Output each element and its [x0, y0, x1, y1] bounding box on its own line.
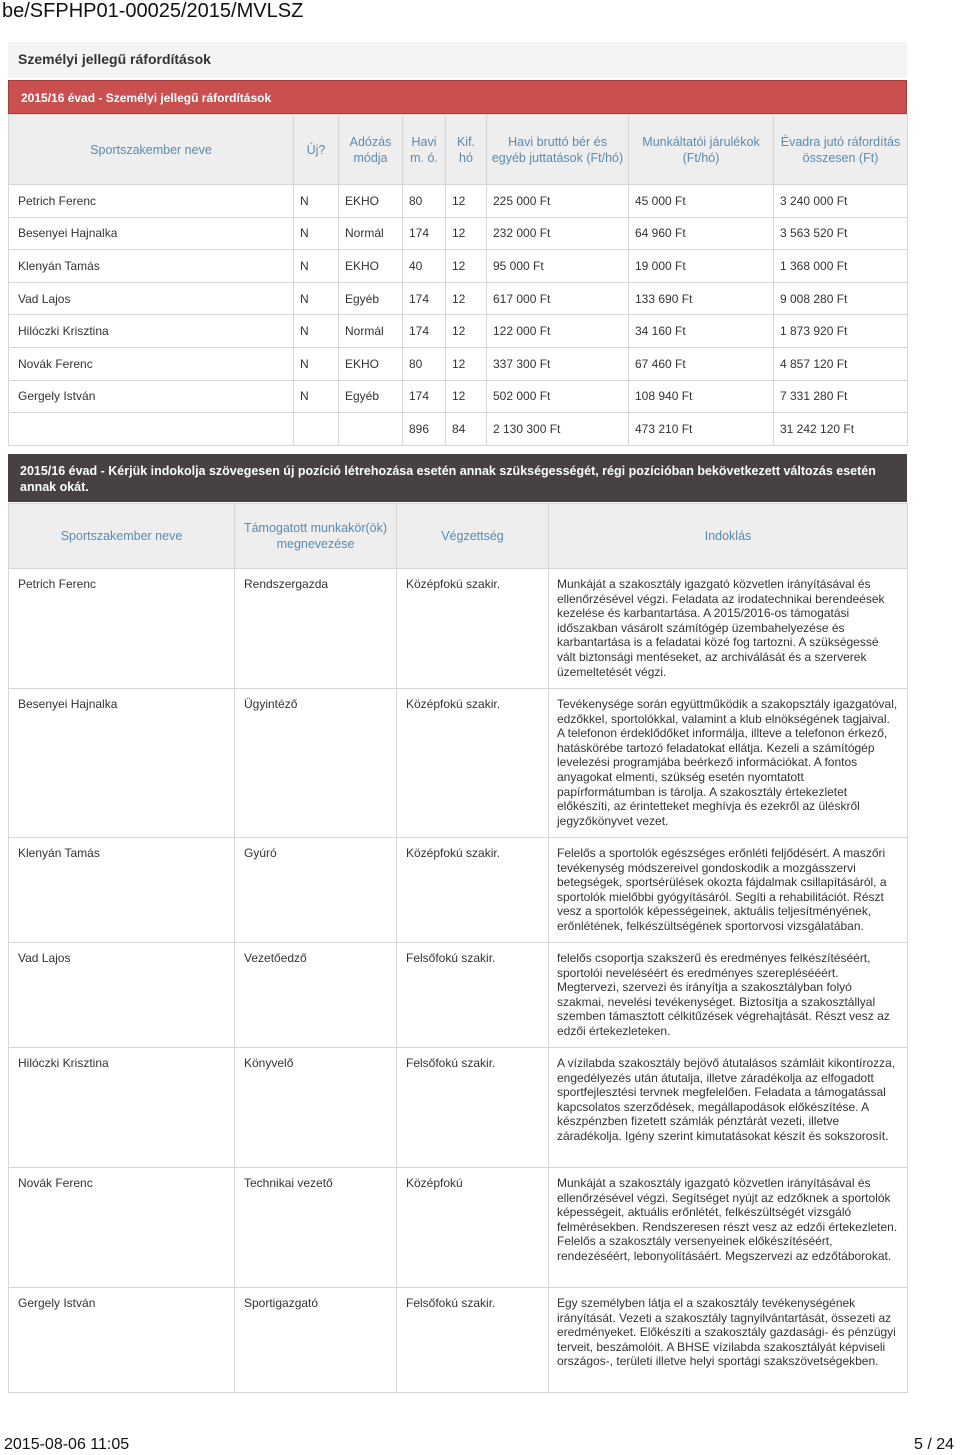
- cell-name: Vad Lajos: [9, 282, 294, 315]
- cell-months: 12: [446, 380, 487, 413]
- cell-tax-mode: Egyéb: [339, 380, 403, 413]
- cell-justification: Munkáját a szakosztály igazgató közvetlen irányításával és ellenőrzésével végzi. Segítséget nyújt az edzőknek a sportolók képességeit, aktuális erőnlétét, felkészültségét vizsgáló felmérésekben. Rendszeresen részt vesz az edzői értekezleten. Felelős a szakosztály versenyeinek előkészítéséért, rendezéséért, lebonyolításáért. Megszervezi az edzőtáborokat.: [549, 1168, 908, 1288]
- cell-name: Besenyei Hajnalka: [9, 217, 294, 250]
- cell-season-total: 3 563 520 Ft: [774, 217, 908, 250]
- cell-season-total: 31 242 120 Ft: [774, 413, 908, 446]
- cell-name: Klenyán Tamás: [9, 838, 235, 943]
- cell-season-total: 1 873 920 Ft: [774, 315, 908, 348]
- cell-position: Könyvelő: [235, 1048, 397, 1168]
- table-row: [9, 250, 908, 283]
- section-title: Személyi jellegű ráfordítások: [8, 42, 907, 78]
- table-row: [9, 380, 908, 413]
- table-header-row: [9, 115, 908, 185]
- cell-months: 12: [446, 185, 487, 218]
- cell-justification: Felelős a sportolók egészséges erőnléti feljődésért. A maszőri tevékenység módszereivel gondoskodik a mozgásszervi betegségek, sportsérülések okozta fájdalmak csillapításáról, a sportolók mielőbbi gyógyításáról. Segíti a rehabilitációt. Részt vesz a sportolók képességeinek, aktuális teljesítményének, erőnlétének, felkészültségének sportorvosi vizsgálatában.: [549, 838, 908, 943]
- cell-employer-contrib: 133 690 Ft: [629, 282, 774, 315]
- footer-timestamp: 2015-08-06 11:05: [4, 1436, 130, 1453]
- cell-tax-mode: EKHO: [339, 185, 403, 218]
- cell-justification: Egy személyben látja el a szakosztály tevékenységének irányítását. Vezeti a szakosztály tagnyilvántartását, össezeti az eredményeket. Előkészíti a szakosztály gazdasági- és pénzügyi terveit, beszámolóit. A BHSE vízilabda szakosztályát képviseli országos-, területi illetve helyi sportági szakszövetségekben.: [549, 1288, 908, 1393]
- cell-monthly-hours: 174: [403, 315, 446, 348]
- cell-months: 12: [446, 347, 487, 380]
- cell-employer-contrib: 473 210 Ft: [629, 413, 774, 446]
- col-header-name: Sportszakember neve: [9, 115, 294, 185]
- cell-name: Klenyán Tamás: [9, 250, 294, 283]
- cell-education: Középfokú szakir.: [397, 569, 549, 689]
- cell-season-total: 1 368 000 Ft: [774, 250, 908, 283]
- footer-page-number: 5 / 24: [913, 1436, 954, 1453]
- cell-tax-mode: EKHO: [339, 347, 403, 380]
- cell-justification: Tevékenysége során együttműködik a szakopsztály igazgatóval, edzőkkel, sportolókkal, valamint a klub elnökségének tagjaival. A telefonon érdeklődőket informálja, illteve a telefonon érkező, hatáskörébe tartozó feladatokat ellátja. Kezeli a számítógép levelezési programjába beérkező információkat. A fontos anyagokat elmenti, szükség esetén nyomtatott papírformátumban is tárolja. A szakosztály értekezletet előkészíti, az érintetteket meghívja és ezekről az üléskről jegyzőkönyvet vezet.: [549, 689, 908, 838]
- cell-name: Gergely István: [9, 1288, 235, 1393]
- cell-gross-wage: 502 000 Ft: [487, 380, 629, 413]
- cell-gross-wage: 2 130 300 Ft: [487, 413, 629, 446]
- cell-education: Középfokú: [397, 1168, 549, 1288]
- cell-new: N: [294, 315, 339, 348]
- cell-name: Besenyei Hajnalka: [9, 689, 235, 838]
- cell-season-total: 4 857 120 Ft: [774, 347, 908, 380]
- cell-position: Sportigazgató: [235, 1288, 397, 1393]
- table-row: [9, 838, 908, 943]
- table-row: [9, 282, 908, 315]
- cell-name: Hilóczki Krisztina: [9, 1048, 235, 1168]
- cell-name: Novák Ferenc: [9, 1168, 235, 1288]
- col-header-name: Sportszakember neve: [9, 504, 235, 569]
- cell-gross-wage: 337 300 Ft: [487, 347, 629, 380]
- cell-tax-mode: Normál: [339, 217, 403, 250]
- cell-months: 12: [446, 315, 487, 348]
- cell-name: Novák Ferenc: [9, 347, 294, 380]
- cell-monthly-hours: 80: [403, 347, 446, 380]
- cell-education: Középfokú szakir.: [397, 689, 549, 838]
- table-row: [9, 1288, 908, 1393]
- cell-months: 12: [446, 282, 487, 315]
- col-header-season-total: Évadra jutó ráfordítás összesen (Ft): [774, 115, 908, 185]
- table-row: [9, 185, 908, 218]
- cell-employer-contrib: 34 160 Ft: [629, 315, 774, 348]
- cell-season-total: 9 008 280 Ft: [774, 282, 908, 315]
- cell-new: N: [294, 250, 339, 283]
- cell-employer-contrib: 108 940 Ft: [629, 380, 774, 413]
- personnel-costs-table: [8, 114, 908, 446]
- cell-education: Középfokú szakir.: [397, 838, 549, 943]
- cell-gross-wage: 122 000 Ft: [487, 315, 629, 348]
- col-header-tax-mode: Adózás módja: [339, 115, 403, 185]
- cell-gross-wage: 95 000 Ft: [487, 250, 629, 283]
- justification-band: 2015/16 évad - Kérjük indokolja szövegesen új pozíció létrehozása esetén annak szükségességét, régi pozícióban bekövetkezett változás esetén annak okát.: [8, 454, 907, 502]
- col-header-employer-contrib: Munkáltatói járulékok (Ft/hó): [629, 115, 774, 185]
- document-id: be/SFPHP01-00025/2015/MVLSZ: [2, 0, 304, 22]
- table-header-row: [9, 504, 908, 569]
- season-costs-band: 2015/16 évad - Személyi jellegű ráfordítások: [8, 80, 907, 114]
- totals-row: [9, 413, 908, 446]
- cell-employer-contrib: 19 000 Ft: [629, 250, 774, 283]
- col-header-justification: Indoklás: [549, 504, 908, 569]
- justification-table: [8, 503, 908, 1393]
- cell-name: Gergely István: [9, 380, 294, 413]
- col-header-new: Új?: [294, 115, 339, 185]
- cell-name: Petrich Ferenc: [9, 569, 235, 689]
- cell-new: N: [294, 217, 339, 250]
- cell-monthly-hours: 80: [403, 185, 446, 218]
- table-row: [9, 943, 908, 1048]
- cell-monthly-hours: 174: [403, 217, 446, 250]
- cell-name: [9, 413, 294, 446]
- col-header-position: Támogatott munkakör(ök) megnevezése: [235, 504, 397, 569]
- cell-justification: Munkáját a szakosztály igazgató közvetlen irányításával és ellenőrzésével végzi. Feladata az irodatechnikai berendeések kezelése és karbantartása. A 2015/2016-os támogatási időszakban vásárolt számítógép üzembahelyezése és karbantartása is a feladatai közé fog tartozni. A szükségessé vált biztonsági mentéseket, az archiválását és a szerverek üzemeltetését végzi.: [549, 569, 908, 689]
- cell-new: N: [294, 380, 339, 413]
- cell-education: Felsőfokú szakir.: [397, 943, 549, 1048]
- col-header-education: Végzettség: [397, 504, 549, 569]
- cell-new: N: [294, 185, 339, 218]
- col-header-months: Kif. hó: [446, 115, 487, 185]
- cell-education: Felsőfokú szakir.: [397, 1288, 549, 1393]
- cell-name: Hilóczki Krisztina: [9, 315, 294, 348]
- cell-months: 84: [446, 413, 487, 446]
- col-header-monthly-hours: Havi m. ó.: [403, 115, 446, 185]
- cell-position: Ügyintéző: [235, 689, 397, 838]
- cell-position: Technikai vezető: [235, 1168, 397, 1288]
- cell-new: N: [294, 282, 339, 315]
- table-row: [9, 347, 908, 380]
- cell-position: Gyúró: [235, 838, 397, 943]
- table-row: [9, 1168, 908, 1288]
- cell-months: 12: [446, 250, 487, 283]
- table-row: [9, 315, 908, 348]
- cell-justification: felelős csoportja szakszerű és eredményes felkészítéséért, sportolói neveléséért és eredményes szereplésééért. Megtervezi, szervezi és irányítja a szakosztályban folyó szakmai, nevelési tevékenységet. Biztosítja a szakosztállyal szemben támasztott célkitűzések végrehajtását. Részt vesz az edzői értekezleteken.: [549, 943, 908, 1048]
- cell-monthly-hours: 174: [403, 282, 446, 315]
- cell-position: Vezetőedző: [235, 943, 397, 1048]
- cell-tax-mode: [339, 413, 403, 446]
- cell-position: Rendszergazda: [235, 569, 397, 689]
- cell-employer-contrib: 67 460 Ft: [629, 347, 774, 380]
- cell-education: Felsőfokú szakir.: [397, 1048, 549, 1168]
- table-row: [9, 217, 908, 250]
- col-header-gross-wage: Havi bruttó bér és egyéb juttatások (Ft/hó): [487, 115, 629, 185]
- cell-season-total: 3 240 000 Ft: [774, 185, 908, 218]
- cell-tax-mode: EKHO: [339, 250, 403, 283]
- cell-employer-contrib: 64 960 Ft: [629, 217, 774, 250]
- cell-name: Vad Lajos: [9, 943, 235, 1048]
- cell-season-total: 7 331 280 Ft: [774, 380, 908, 413]
- table-row: [9, 1048, 908, 1168]
- cell-months: 12: [446, 217, 487, 250]
- cell-monthly-hours: 896: [403, 413, 446, 446]
- cell-new: [294, 413, 339, 446]
- cell-gross-wage: 232 000 Ft: [487, 217, 629, 250]
- table-row: [9, 689, 908, 838]
- cell-gross-wage: 225 000 Ft: [487, 185, 629, 218]
- cell-employer-contrib: 45 000 Ft: [629, 185, 774, 218]
- cell-name: Petrich Ferenc: [9, 185, 294, 218]
- cell-new: N: [294, 347, 339, 380]
- cell-justification: A vízilabda szakosztály bejövő átutalásos számláit kikontírozza, engedélyezés után átutalja, illetve záradékolja az elfogadott sportfejlesztési tervnek megfelelően. Feladata a támogatással kapcsolatos szerződések, megállapodások előkészítése. A készpénzben fizetett számlák pénztárát vezeti, illetve záradékolja. Igény szerint kimutatásokat készít és sokszorosít.: [549, 1048, 908, 1168]
- table-row: [9, 569, 908, 689]
- cell-gross-wage: 617 000 Ft: [487, 282, 629, 315]
- cell-tax-mode: Normál: [339, 315, 403, 348]
- cell-monthly-hours: 174: [403, 380, 446, 413]
- cell-monthly-hours: 40: [403, 250, 446, 283]
- cell-tax-mode: Egyéb: [339, 282, 403, 315]
